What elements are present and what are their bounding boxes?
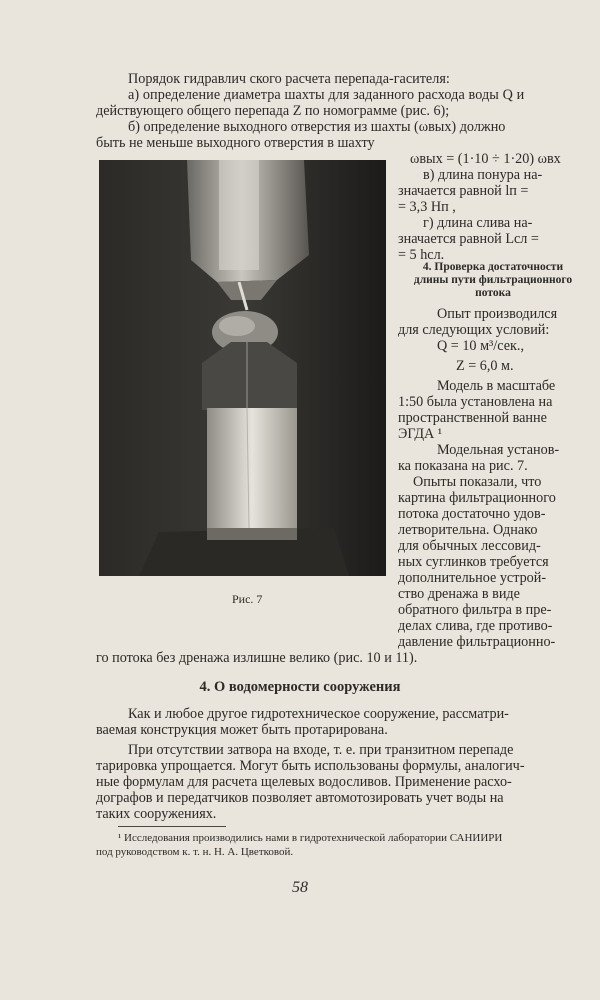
text-line: летворительна. Однако [398,522,538,538]
text-line: а) определение диаметра шахты для заданного расхода воды Q и [128,87,525,103]
text-line: Модель в масштабе [437,378,556,394]
text-line: потока достаточно удов- [398,506,546,522]
text-line: ка показана на рис. 7. [398,458,528,474]
text-line: значается равной lп = [398,183,529,199]
footnote-rule [118,826,226,827]
text-line: действующего общего перепада Z по номограмме (рис. 6); [96,103,450,119]
text-line: дографов и передатчиков позволяет автомотозировать учет воды на [96,790,504,806]
footnote-line: под руководством к. т. н. Н. А. Цветковой. [96,846,294,858]
subheading: потока [475,287,511,299]
formula: Q = 10 м³/сек., [437,338,525,354]
text-line: 1:50 была установлена на [398,394,553,410]
page-number: 58 [292,879,308,896]
text-line: Порядок гидравлич ского расчета перепада-гасителя: [128,71,450,87]
text-line: для следующих условий: [398,322,550,338]
section-heading: 4. О водомерности сооружения [199,679,401,695]
text-line: б) определение выходного отверстия из шахты (ωвых) должно [128,119,506,135]
formula: Z = 6,0 м. [456,358,514,374]
text-line: делах слива, где противо- [398,618,553,634]
text-line: в) длина понура на- [423,167,543,183]
text-line: пространственной ванне [398,410,547,426]
subheading: длины пути фильтрационного [413,274,573,286]
figure-caption: Рис. 7 [232,592,263,606]
text-line: картина фильтрационного [398,490,556,506]
text-line: давление фильтрационно- [398,634,556,650]
text-line: ЭГДА ¹ [398,426,443,442]
text-line: дополнительное устрой- [398,570,547,586]
text-line: Модельная установ- [437,442,560,458]
subheading: 4. Проверка достаточности [422,261,564,273]
text-line: г) длина слива на- [423,215,533,231]
figure-illustration [99,160,386,576]
text-line: ство дренажа в виде [398,586,520,602]
text-line: = 3,3 Нп , [398,199,456,215]
text-line: го потока без дренажа излишне велико (рис. 10 и 11). [96,650,418,666]
figure-photo [99,160,386,576]
text-line: ваемая конструкция может быть протарирована. [96,722,388,738]
text-line: быть не меньше выходного отверстия в шахту [96,135,375,151]
footnote-line: ¹ Исследования производились нами в гидротехнической лаборатории САНИИРИ [118,832,503,844]
text-line: Как и любое другое гидротехническое сооружение, рассматри- [128,706,509,722]
text-line: При отсутствии затвора на входе, т. е. при транзитном перепаде [128,742,514,758]
formula: ωвых = (1·10 ÷ 1·20) ωвх [410,151,561,167]
text-line: = 5 hсл. [398,247,445,263]
text-line: обратного фильтра в пре- [398,602,552,618]
text-line: Опыты показали, что [413,474,542,490]
text-line: ные формулам для расчета щелевых водосливов. Применение расхо- [96,774,512,790]
text-line: ных суглинков требуется [398,554,549,570]
text-line: значается равной Lсл = [398,231,539,247]
text-line: Опыт производился [437,306,558,322]
text-line: тарировка упрощается. Могут быть использованы формулы, аналогич- [96,758,525,774]
text-line: для обычных лессовид- [398,538,541,554]
text-line: таких сооружениях. [96,806,217,822]
